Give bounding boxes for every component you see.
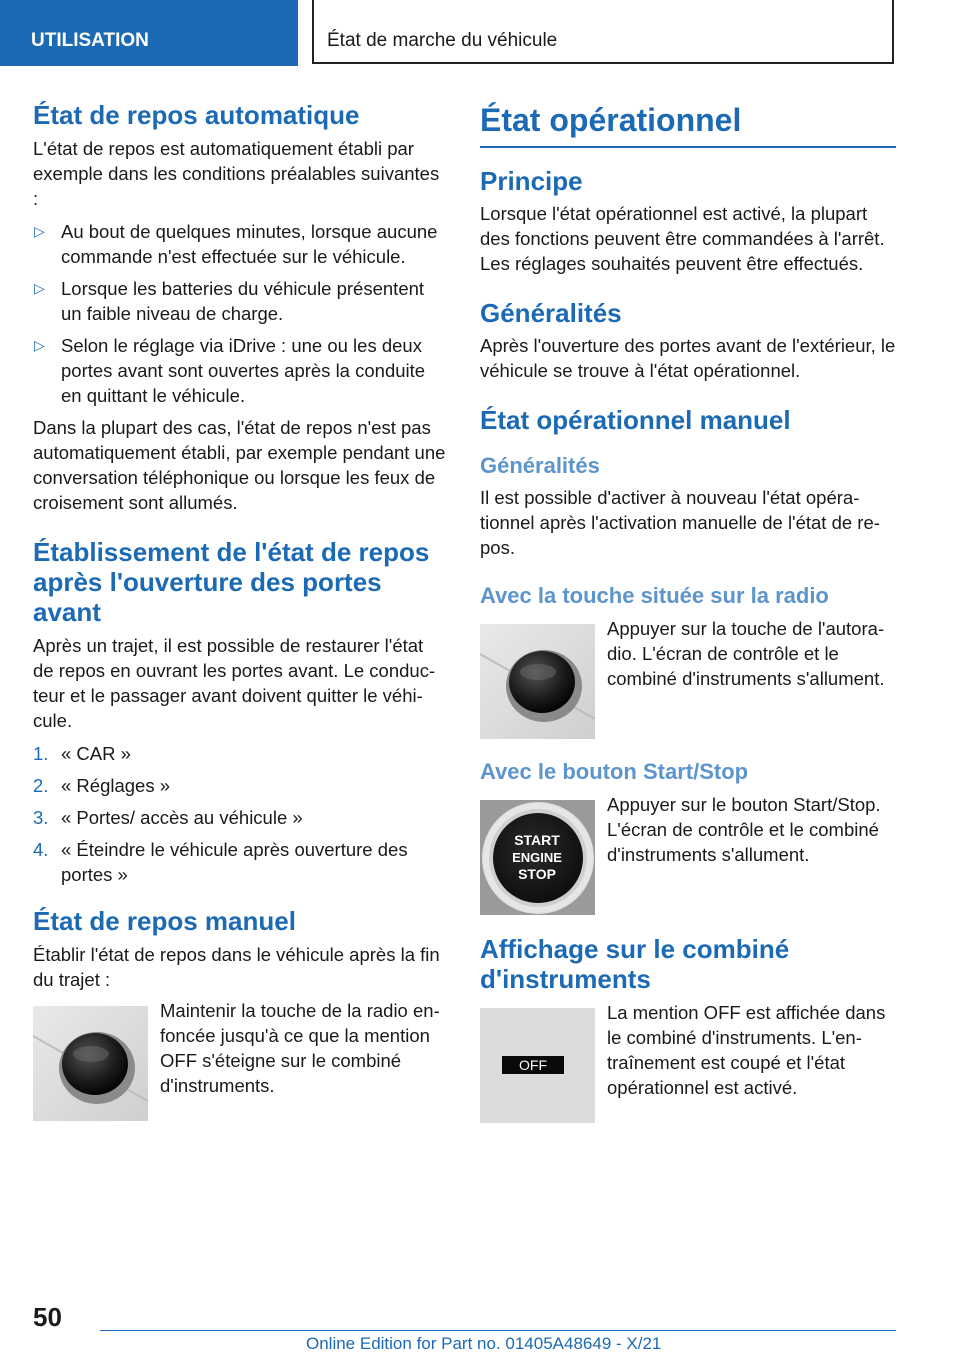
list-item: 3. « Portes/ accès au véhicule » [33, 807, 303, 828]
edition-note: Online Edition for Part no. 01405A48649 - X/21 [306, 1334, 662, 1353]
heading-start-stop: Avec le bouton Start/Stop [480, 759, 749, 784]
radio-figure [480, 616, 896, 736]
right-column [480, 100, 896, 1120]
heading-operational-state: État opérationnel [480, 100, 896, 148]
triangle-bullet-icon: ▷ [34, 223, 45, 239]
list-item: ▷ Au bout de quelques minutes, lorsque aucune commande n'est effectuée sur le véhicule. [34, 221, 438, 267]
heading-principle: Principe [480, 166, 583, 196]
general-text: Après l'ouverture des portes avant de l'extérieur, le véhicule se trouve à l'état opérationnel. [480, 335, 896, 381]
radio-knob-image [480, 624, 595, 739]
triangle-bullet-icon: ▷ [34, 280, 45, 296]
radio-instruction: Appuyer sur la touche de l'autoradio. L'écran de contrôle et le combiné d'instruments s'allument. [607, 618, 885, 689]
instrument-display-figure [480, 1000, 896, 1120]
chapter-title: État de marche du véhicule [312, 0, 894, 64]
triangle-bullet-icon: ▷ [34, 337, 45, 353]
page-footer [0, 1290, 960, 1362]
subheading-general: Généralités [480, 453, 600, 478]
manual-rest-figure [33, 998, 447, 1118]
left-column [33, 100, 447, 1118]
auto-rest-note: Dans la plupart des cas, l'état de repos n'est pas automatiquement établi, par exemple pendant une conversation téléphonique ou lorsque les feux de croisement sont allumés. [33, 417, 446, 513]
manual-operational-text: Il est possible d'activer à nouveau l'état opérationnel après l'activation manuelle de l'état de repos. [480, 487, 880, 558]
heading-auto-rest: État de repos automatique [33, 100, 360, 130]
manual-rest-instruction: Maintenir la touche de la radio enfoncée jusqu'à ce que la mention OFF s'éteigne sur le combiné d'instruments. [160, 1000, 440, 1096]
heading-instrument-display: Affichage sur le combiné d'instruments [480, 934, 790, 994]
radio-knob-image [33, 1006, 148, 1121]
start-stop-figure [480, 792, 896, 912]
manual-rest-text: Établir l'état de repos dans le véhicule après la fin du trajet : [33, 944, 440, 990]
heading-manual-rest: État de repos manuel [33, 906, 296, 936]
footer-divider [100, 1330, 896, 1331]
heading-general: Généralités [480, 298, 622, 328]
start-stop-button-image [480, 800, 595, 915]
start-stop-instruction: Appuyer sur le bouton Start/Stop. L'écran de contrôle et le combiné d'instruments s'allument. [607, 794, 881, 865]
off-indicator-label: OFF [519, 1057, 547, 1073]
section-tab: UTILISATION [0, 0, 298, 66]
off-indicator-image [480, 1008, 595, 1123]
engine-label: ENGINE [512, 850, 562, 865]
page-header [0, 0, 960, 66]
heading-manual-operational: État opérationnel manuel [480, 405, 791, 435]
list-item: 2. « Réglages » [33, 775, 171, 796]
principle-text: Lorsque l'état opérationnel est activé, la plupart des fonctions peuvent être commandées à l'arrêt. Les réglages souhaités peuvent être effectués. [480, 203, 885, 274]
start-label: START [514, 832, 560, 848]
stop-label: STOP [518, 866, 556, 882]
auto-rest-intro: L'état de repos est automatiquement établi par exemple dans les conditions préalables suivantes : [33, 138, 440, 209]
doors-rest-text: Après un trajet, il est possible de restaurer l'état de repos en ouvrant les portes avant. Le conducteur et le passager avant doivent quitter le véhicule. [33, 635, 436, 731]
instrument-display-text: La mention OFF est affichée dans le combiné d'instruments. L'entraînement est coupé et l'état opérationnel est activé. [607, 1002, 886, 1098]
auto-rest-conditions [33, 219, 447, 408]
list-item: ▷ Selon le réglage via iDrive : une ou les deux portes avant sont ouvertes après la conduite en quittant le véhicule. [34, 335, 426, 406]
list-item: 4. « Éteindre le véhicule après ouverture des portes » [33, 839, 408, 885]
heading-doors-rest: Établissement de l'état de repos après l'ouverture des portes avant [33, 537, 430, 627]
list-item: ▷ Lorsque les batteries du véhicule présentent un faible niveau de charge. [34, 278, 425, 324]
doors-rest-steps [33, 741, 447, 887]
page-number: 50 [33, 1302, 62, 1332]
heading-radio-button: Avec la touche située sur la radio [480, 583, 829, 608]
list-item: 1. « CAR » [33, 743, 131, 764]
